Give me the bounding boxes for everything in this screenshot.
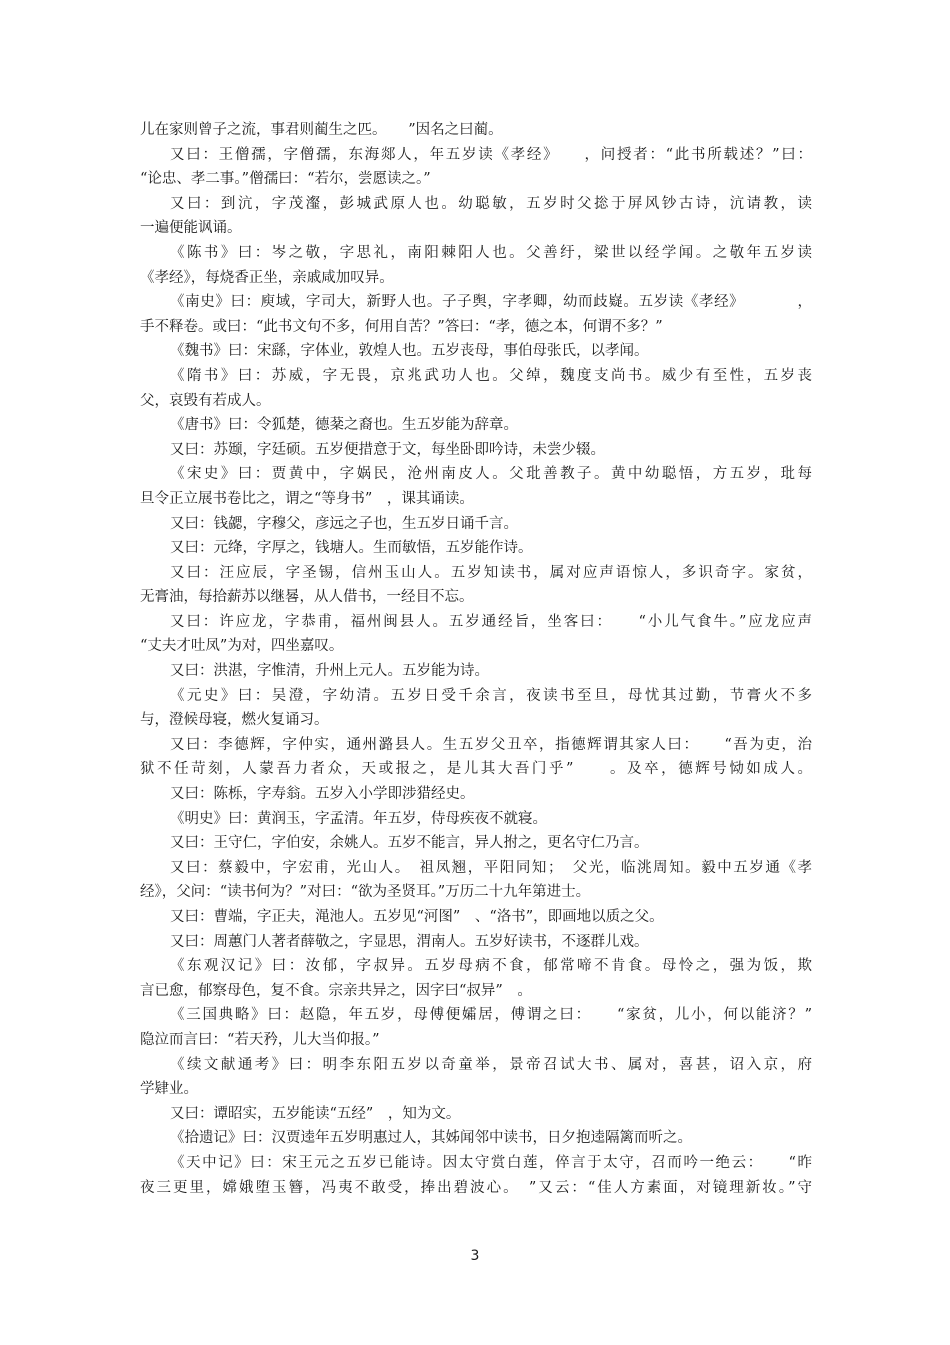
text-line: 《南史》曰：庾域，字司大，新野人也。子子舆，字孝卿，幼而歧嶷。五岁读《孝经》 ，: [170, 294, 812, 311]
text-line: “论忠、孝二事。”僧孺曰：“若尔，尝愿读之。”: [140, 171, 431, 188]
text-line: 又曰：汪应辰，字圣锡，信州玉山人。五岁知读书，属对应声语惊人，多识奇字。家贫，: [170, 564, 812, 581]
text-line: 《东观汉记》曰：汝郁，字叔异。五岁母病不食，郁常啼不肯食。母怜之，强为饭，欺: [170, 958, 812, 975]
text-line: 又曰：周蕙门人著者薛敬之，字显思，渭南人。五岁好读书，不逐群儿戏。: [170, 933, 649, 950]
text-line: 旦令正立展书卷比之，谓之“等身书” ，课其诵读。: [140, 490, 474, 507]
text-line: 《唐书》曰：令狐楚，德棻之裔也。生五岁能为辞章。: [170, 417, 518, 434]
text-line: 《元史》曰：吴澄，字幼清。五岁日受千余言，夜读书至旦，母忧其过勤，节膏火不多: [170, 687, 812, 704]
text-line: 《天中记》曰：宋王元之五岁已能诗。因太守赏白莲，倅言于太守，召而吟一绝云： “昨: [170, 1154, 812, 1171]
text-line: 手不释卷。或曰：“此书文句不多，何用自苦？”答曰：“孝，德之本，何谓不多？”: [140, 318, 663, 335]
text-line: 学肄业。: [140, 1081, 198, 1098]
text-line: 隐泣而言曰：“若天矜，儿大当仰报。”: [140, 1031, 380, 1048]
text-line: 《续文献通考》曰：明李东阳五岁以奇童举，景帝召试大书、属对，喜甚，诏入京，府: [170, 1056, 812, 1073]
text-line: 又曰：李德辉，字仲实，通州潞县人。生五岁父丑卒，指德辉谓其家人曰： “吾为吏，治: [170, 736, 812, 753]
text-line: 《隋书》曰：苏威，字无畏，京兆武功人也。父绰，魏度支尚书。威少有至性，五岁丧: [170, 367, 812, 384]
text-line: 又曰：曹端，字正夫，渑池人。五岁见“河图” 、“洛书”，即画地以质之父。: [170, 909, 664, 925]
text-line: 又曰：到沆，字茂瀣，彭城武原人也。幼聪敏，五岁时父捴于屏风钞古诗，沆请教，读: [170, 195, 812, 212]
text-line: 《宋史》曰：贾黄中，字娲民，沧州南皮人。父玭善教子。黄中幼聪悟，方五岁，玭每: [170, 466, 812, 483]
text-line: 又曰：许应龙，字恭甫，福州闽县人。五岁通经旨，坐客曰： “小儿气食牛。”应龙应声: [170, 613, 812, 630]
page-number: 3: [470, 1248, 480, 1264]
text-line: 儿在家则曾子之流，事君则蔺生之匹。 ”因名之曰蔺。: [140, 122, 503, 138]
text-line: 又曰：王僧孺，字僧孺，东海郯人，年五岁读《孝经》 ，问授者：“此书所载述？”曰：: [170, 146, 812, 163]
text-line: 又曰：钱勰，字穆父，彦远之子也，生五岁日诵千言。: [170, 515, 518, 532]
body-text: [140, 118, 812, 1200]
text-line: 经》，父问：“读书何为？”对曰：“欲为圣贤耳。”万历二十九年第进士。: [140, 884, 591, 901]
text-line: 又曰：陈栎，字寿翁。五岁入小学即涉猎经史。: [170, 786, 475, 803]
text-line: 言已愈，郁察母色，复不食。宗亲共异之，因字曰“叔异” 。: [140, 982, 532, 999]
text-line: 父，哀毁有若成人。: [140, 392, 271, 409]
text-line: 《拾遗记》曰：汉贾逵年五岁明惠过人，其姊闻邻中读书，日夕抱逵隔篱而听之。: [170, 1130, 692, 1147]
text-line: 《孝经》，每烧香正坐，亲戚咸加叹异。: [140, 269, 394, 286]
text-line: 《魏书》曰：宋繇，字体业，敦煌人也。五岁丧母，事伯母张氏，以孝闻。: [170, 343, 649, 360]
text-line: 又曰：洪湛，字惟清，升州上元人。五岁能为诗。: [170, 663, 489, 680]
text-line: 夜三更里，嫦娥堕玉簪，冯夷不敢受，捧出碧波心。 ”又云：“佳人方素面，对镜理新妆。”守: [140, 1179, 812, 1196]
text-line: 无膏油，每拾薪苏以继晷，从人借书，一经目不忘。: [140, 589, 474, 606]
text-line: 《三国典略》曰：赵隐，年五岁，母傅便孀居，傅谓之曰： “家贫，儿小，何以能济？”: [170, 1007, 812, 1024]
text-line: 狱不任苛刻，人蒙吾力者众，天或报之，是儿其大吾门乎” 。及卒，德辉号恸如成人。: [140, 761, 812, 778]
text-line: “丈夫才吐凤”为对，四坐嘉叹。: [140, 638, 344, 655]
text-line: 《陈书》曰：岑之敬，字思礼，南阳棘阳人也。父善纡，梁世以经学闻。之敬年五岁读: [170, 244, 812, 261]
text-line: 又曰：蔡毅中，字宏甫，光山人。 祖凤翘，平阳同知； 父光，临洮周知。毅中五岁通《孝: [170, 859, 812, 876]
text-line: 又曰：苏颋，字廷硕。五岁便措意于文，每坐卧即吟诗，未尝少辍。: [170, 441, 605, 458]
text-line: 又曰：谭昭实，五岁能读“五经” ，知为文。: [170, 1105, 461, 1122]
text-line: 与，澄候母寝，燃火复诵习。: [140, 712, 329, 729]
text-line: 又曰：王守仁，字伯安，余姚人。五岁不能言，异人拊之，更名守仁乃言。: [170, 835, 649, 852]
text-line: 一遍便能讽诵。: [140, 220, 242, 237]
text-line: 《明史》曰：黄润玉，字孟清。年五岁，侍母疾夜不就寝。: [170, 810, 547, 827]
text-line: 又曰：元绛，字厚之，钱塘人。生而敏悟，五岁能作诗。: [170, 540, 533, 557]
